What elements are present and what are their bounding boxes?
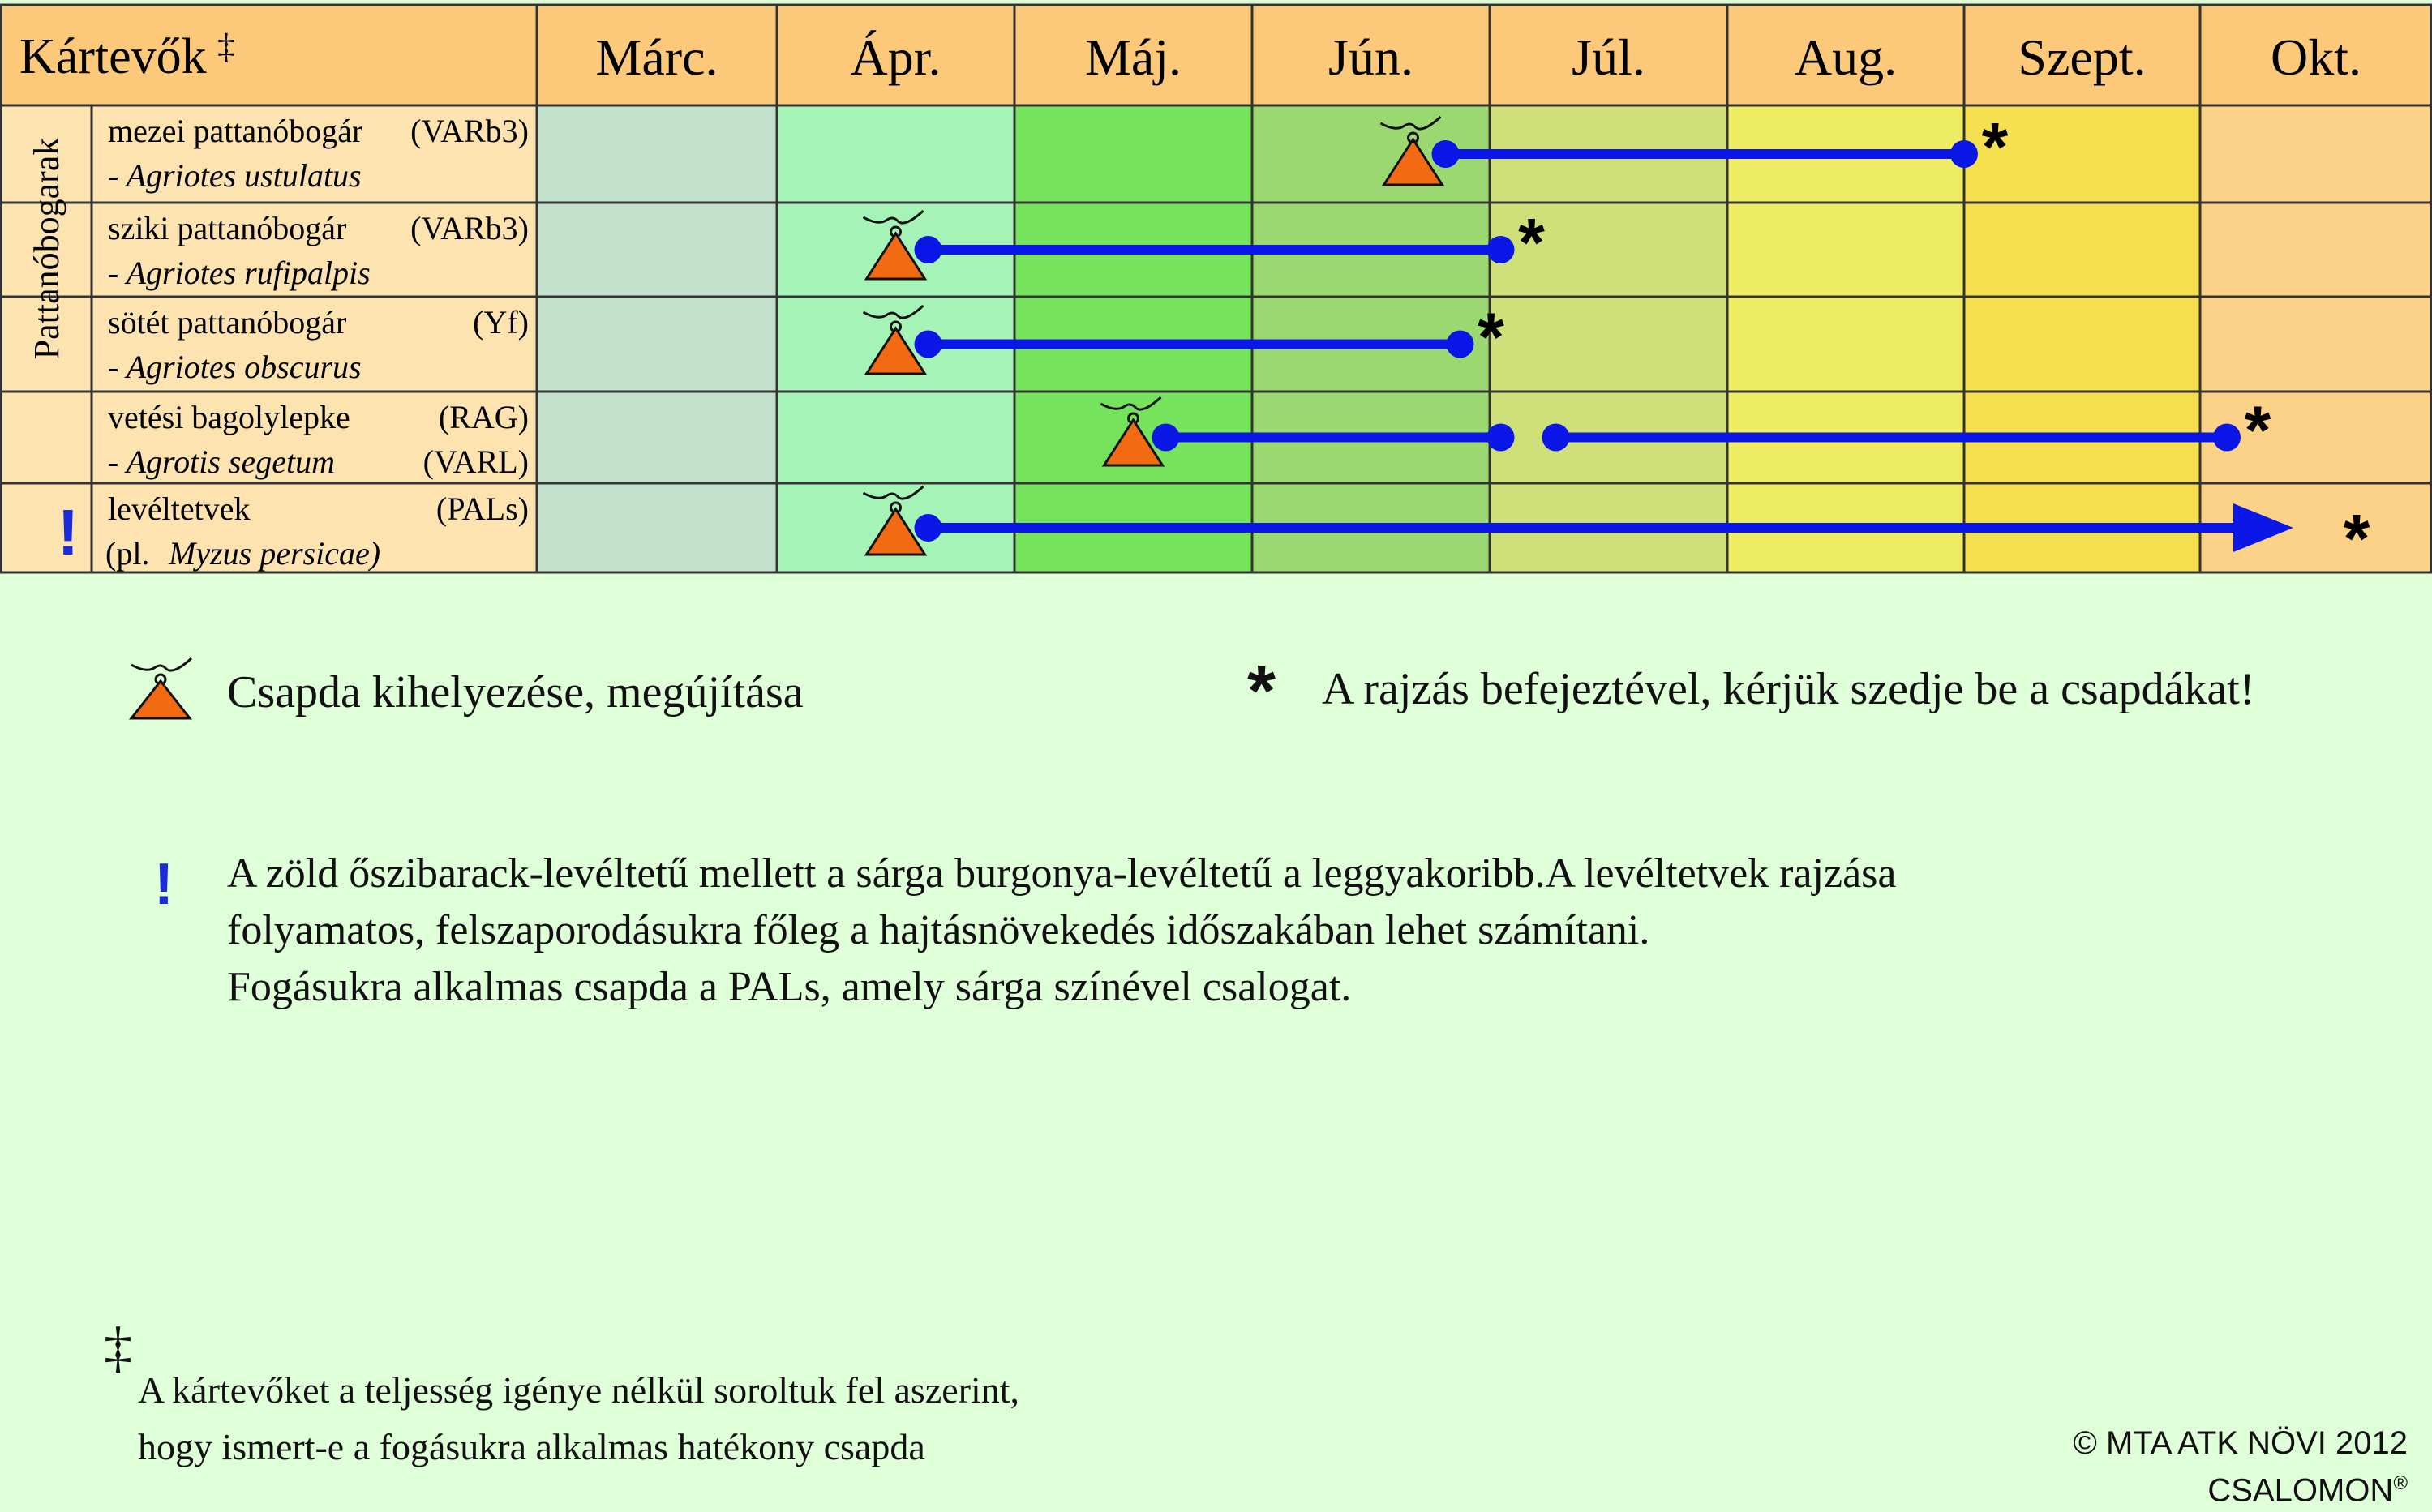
- row-trap-code: (PALs): [435, 490, 529, 527]
- footnote-line: A kártevőket a teljesség igénye nélkül soroltuk fel aszerint,: [138, 1369, 1020, 1411]
- group-label-pattanobogarak: Pattanóbogarak: [27, 137, 66, 360]
- activity-end-dot: [1487, 236, 1515, 263]
- month-column-bg: [2200, 105, 2432, 572]
- activity-start-dot: [915, 236, 942, 263]
- header-month-3: Máj.: [1084, 28, 1182, 86]
- activity-end-dot: [1487, 424, 1515, 452]
- note-line: folyamatos, felszaporodásukra főleg a hajtásnövekedés időszakában lehet számítani.: [227, 907, 1650, 953]
- activity-start-dot: [915, 514, 942, 542]
- legend-star-text: A rajzás befejeztével, kérjük szedje be a csapdákat!: [1322, 664, 2255, 714]
- activity-end-dot: [1447, 331, 1474, 358]
- row-trap-code: (VARb3): [410, 113, 529, 149]
- row-trap-code: (Yf): [473, 304, 529, 341]
- end-of-flight-star: *: [1518, 204, 1545, 281]
- legend-trap-icon: [122, 649, 203, 730]
- row-name: mezei pattanóbogár: [108, 113, 363, 149]
- row-name: sötét pattanóbogár: [108, 304, 347, 341]
- header-month-2: Ápr.: [850, 28, 941, 86]
- month-column-bg: [537, 105, 777, 572]
- header-month-4: Jún.: [1328, 28, 1413, 86]
- copyright-line1: © MTA ATK NÖVI 2012: [2073, 1425, 2408, 1461]
- end-of-flight-star: *: [2244, 392, 2271, 469]
- row-name: vetési bagolylepke: [108, 399, 350, 435]
- legend-star-icon: *: [1247, 651, 1276, 732]
- activity-end-dot: [2213, 424, 2241, 452]
- row-trap-code: (RAG): [438, 399, 529, 435]
- month-column-bg: [1014, 105, 1252, 572]
- activity-start-dot: [1432, 140, 1460, 168]
- row-exclamation-icon: !: [57, 496, 79, 568]
- row-latin-prefix: (pl.: [105, 535, 150, 572]
- legend-trap-text: Csapda kihelyezése, megújítása: [227, 667, 804, 717]
- month-column-bg: [1490, 105, 1727, 572]
- end-of-flight-star: *: [2343, 500, 2370, 576]
- footnote: [138, 1362, 1019, 1476]
- activity-start-dot: [1152, 424, 1180, 452]
- note-line: A zöld őszibarack-levéltetű mellett a sárga burgonya-levéltetű a leggyakoribb.A levéltetvek rajzása: [227, 850, 1897, 897]
- row-name: sziki pattanóbogár: [108, 210, 347, 246]
- row-latin: - Agriotes obscurus: [108, 349, 362, 385]
- month-column-bg: [1727, 105, 1964, 572]
- activity-start-dot: [1542, 424, 1570, 452]
- header-month-6: Aug.: [1794, 28, 1898, 86]
- header-month-5: Júl.: [1572, 28, 1645, 86]
- copyright-brand: CSALOMON: [2207, 1472, 2394, 1509]
- row-name: levéltetvek: [108, 490, 251, 527]
- activity-start-dot: [915, 331, 942, 358]
- note-line: Fogásukra alkalmas csapda a PALs, amely sárga színével csalogat.: [227, 964, 1352, 1010]
- end-of-flight-star: *: [1478, 298, 1504, 375]
- row-trap-code: (VARL): [422, 443, 529, 480]
- row-latin: - Agriotes ustulatus: [108, 157, 362, 194]
- footnote-mark: ‡: [104, 1317, 132, 1379]
- footnote-line: hogy ismert-e a fogásukra alkalmas hatékony csapda: [138, 1426, 925, 1467]
- note-exclamation-icon: !: [154, 852, 174, 917]
- header-pests-mark: ‡: [217, 27, 235, 66]
- copyright: [2073, 1423, 2408, 1510]
- header-month-1: Márc.: [595, 28, 718, 86]
- header-pests-label: Kártevők: [19, 29, 207, 84]
- row-latin: - Agriotes rufipalpis: [108, 255, 371, 291]
- registered-mark: ®: [2393, 1472, 2408, 1494]
- note: [227, 846, 1897, 1016]
- copyright-line2: [2073, 1463, 2408, 1510]
- pest-calendar-chart: [0, 0, 2432, 576]
- activity-end-dot: [1950, 140, 1978, 168]
- row-latin: Myzus persicae): [169, 535, 381, 572]
- row-trap-code: (VARb3): [410, 210, 529, 246]
- end-of-flight-star: *: [1981, 109, 2009, 185]
- row-latin: - Agrotis segetum: [108, 443, 335, 480]
- header-month-7: Szept.: [2018, 28, 2147, 86]
- header-month-8: Okt.: [2271, 28, 2361, 86]
